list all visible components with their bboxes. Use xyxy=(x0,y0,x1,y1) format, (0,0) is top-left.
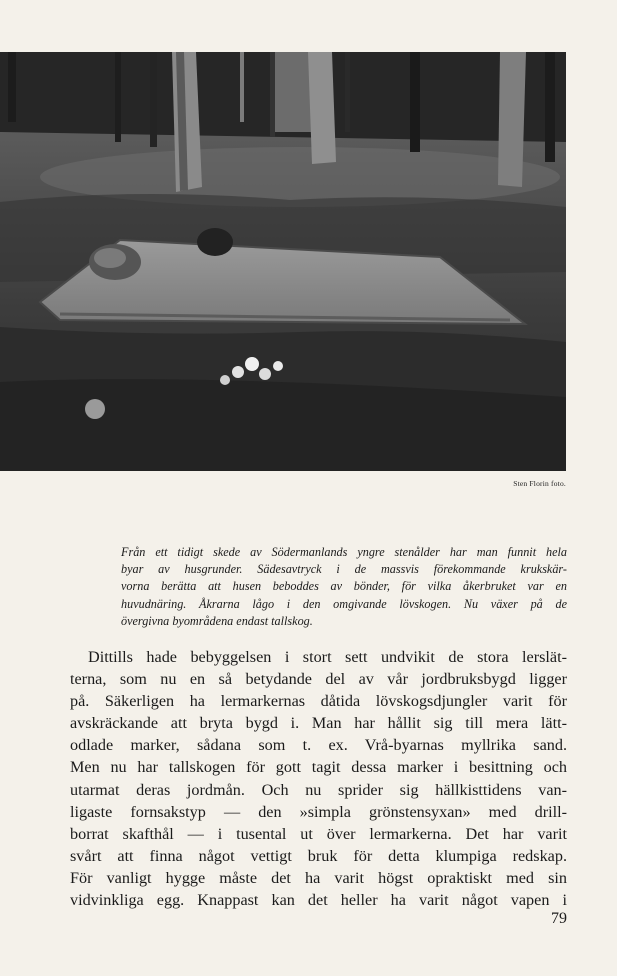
photo-credit: Sten Florin foto. xyxy=(513,479,566,488)
photo-caption xyxy=(121,544,567,630)
photograph-icon xyxy=(0,52,566,471)
body-line: odlade marker, sådana som t. ex. Vrå-byarnas myllrika sand. xyxy=(70,736,567,755)
body-line: svårt att finna något vettigt bruk för detta klumpiga redskap. xyxy=(70,846,567,865)
body-text xyxy=(70,646,567,911)
body-line: terna, som nu en så betydande del av vår jordbruksbygd ligger xyxy=(70,670,567,689)
caption-line: vorna berätta att husen beboddes av bönder, för vilka åkerbruket var en xyxy=(121,579,567,594)
body-line: För vanligt hygge måste det ha varit högst opraktiskt med sin xyxy=(70,868,567,887)
body-line: på. Säkerligen ha lermarkernas dåtida lövskogsdjungler varit för xyxy=(70,692,567,711)
body-line: Men nu har tallskogen för gott tagit dessa marker i besittning och xyxy=(70,758,567,777)
caption-line: huvudnäring. Åkrarna lågo i den omgivande lövskogen. Nu växer på de xyxy=(121,596,567,611)
body-line: borrat skafthål — i tusental ut över lermarkerna. Det har varit xyxy=(70,824,567,843)
body-line: Dittills hade bebyggelsen i stort sett undvikit de stora lerslät- xyxy=(88,648,567,666)
caption-line: Från ett tidigt skede av Södermanlands yngre stenålder har man funnit hela xyxy=(121,545,567,559)
page-number: 79 xyxy=(551,910,567,927)
body-line: utarmat deras jordmån. Och nu sprider sig hällkisttidens van- xyxy=(70,780,567,799)
caption-line: byar av husgrunder. Sädesavtryck i de massvis förekommande krukskär- xyxy=(121,562,567,577)
body-line: avskräckande att bryta bygd i. Man har hållit sig till mera lätt- xyxy=(70,714,567,733)
body-line: ligaste fornsakstyp — den »simpla grönstensyxan» med drill- xyxy=(70,802,567,821)
body-line: vidvinkliga egg. Knappast kan det heller ha varit något vapen i xyxy=(70,891,567,910)
forest-foundation-photo xyxy=(0,52,566,471)
caption-line: övergivna byområdena endast tallskog. xyxy=(121,613,313,628)
